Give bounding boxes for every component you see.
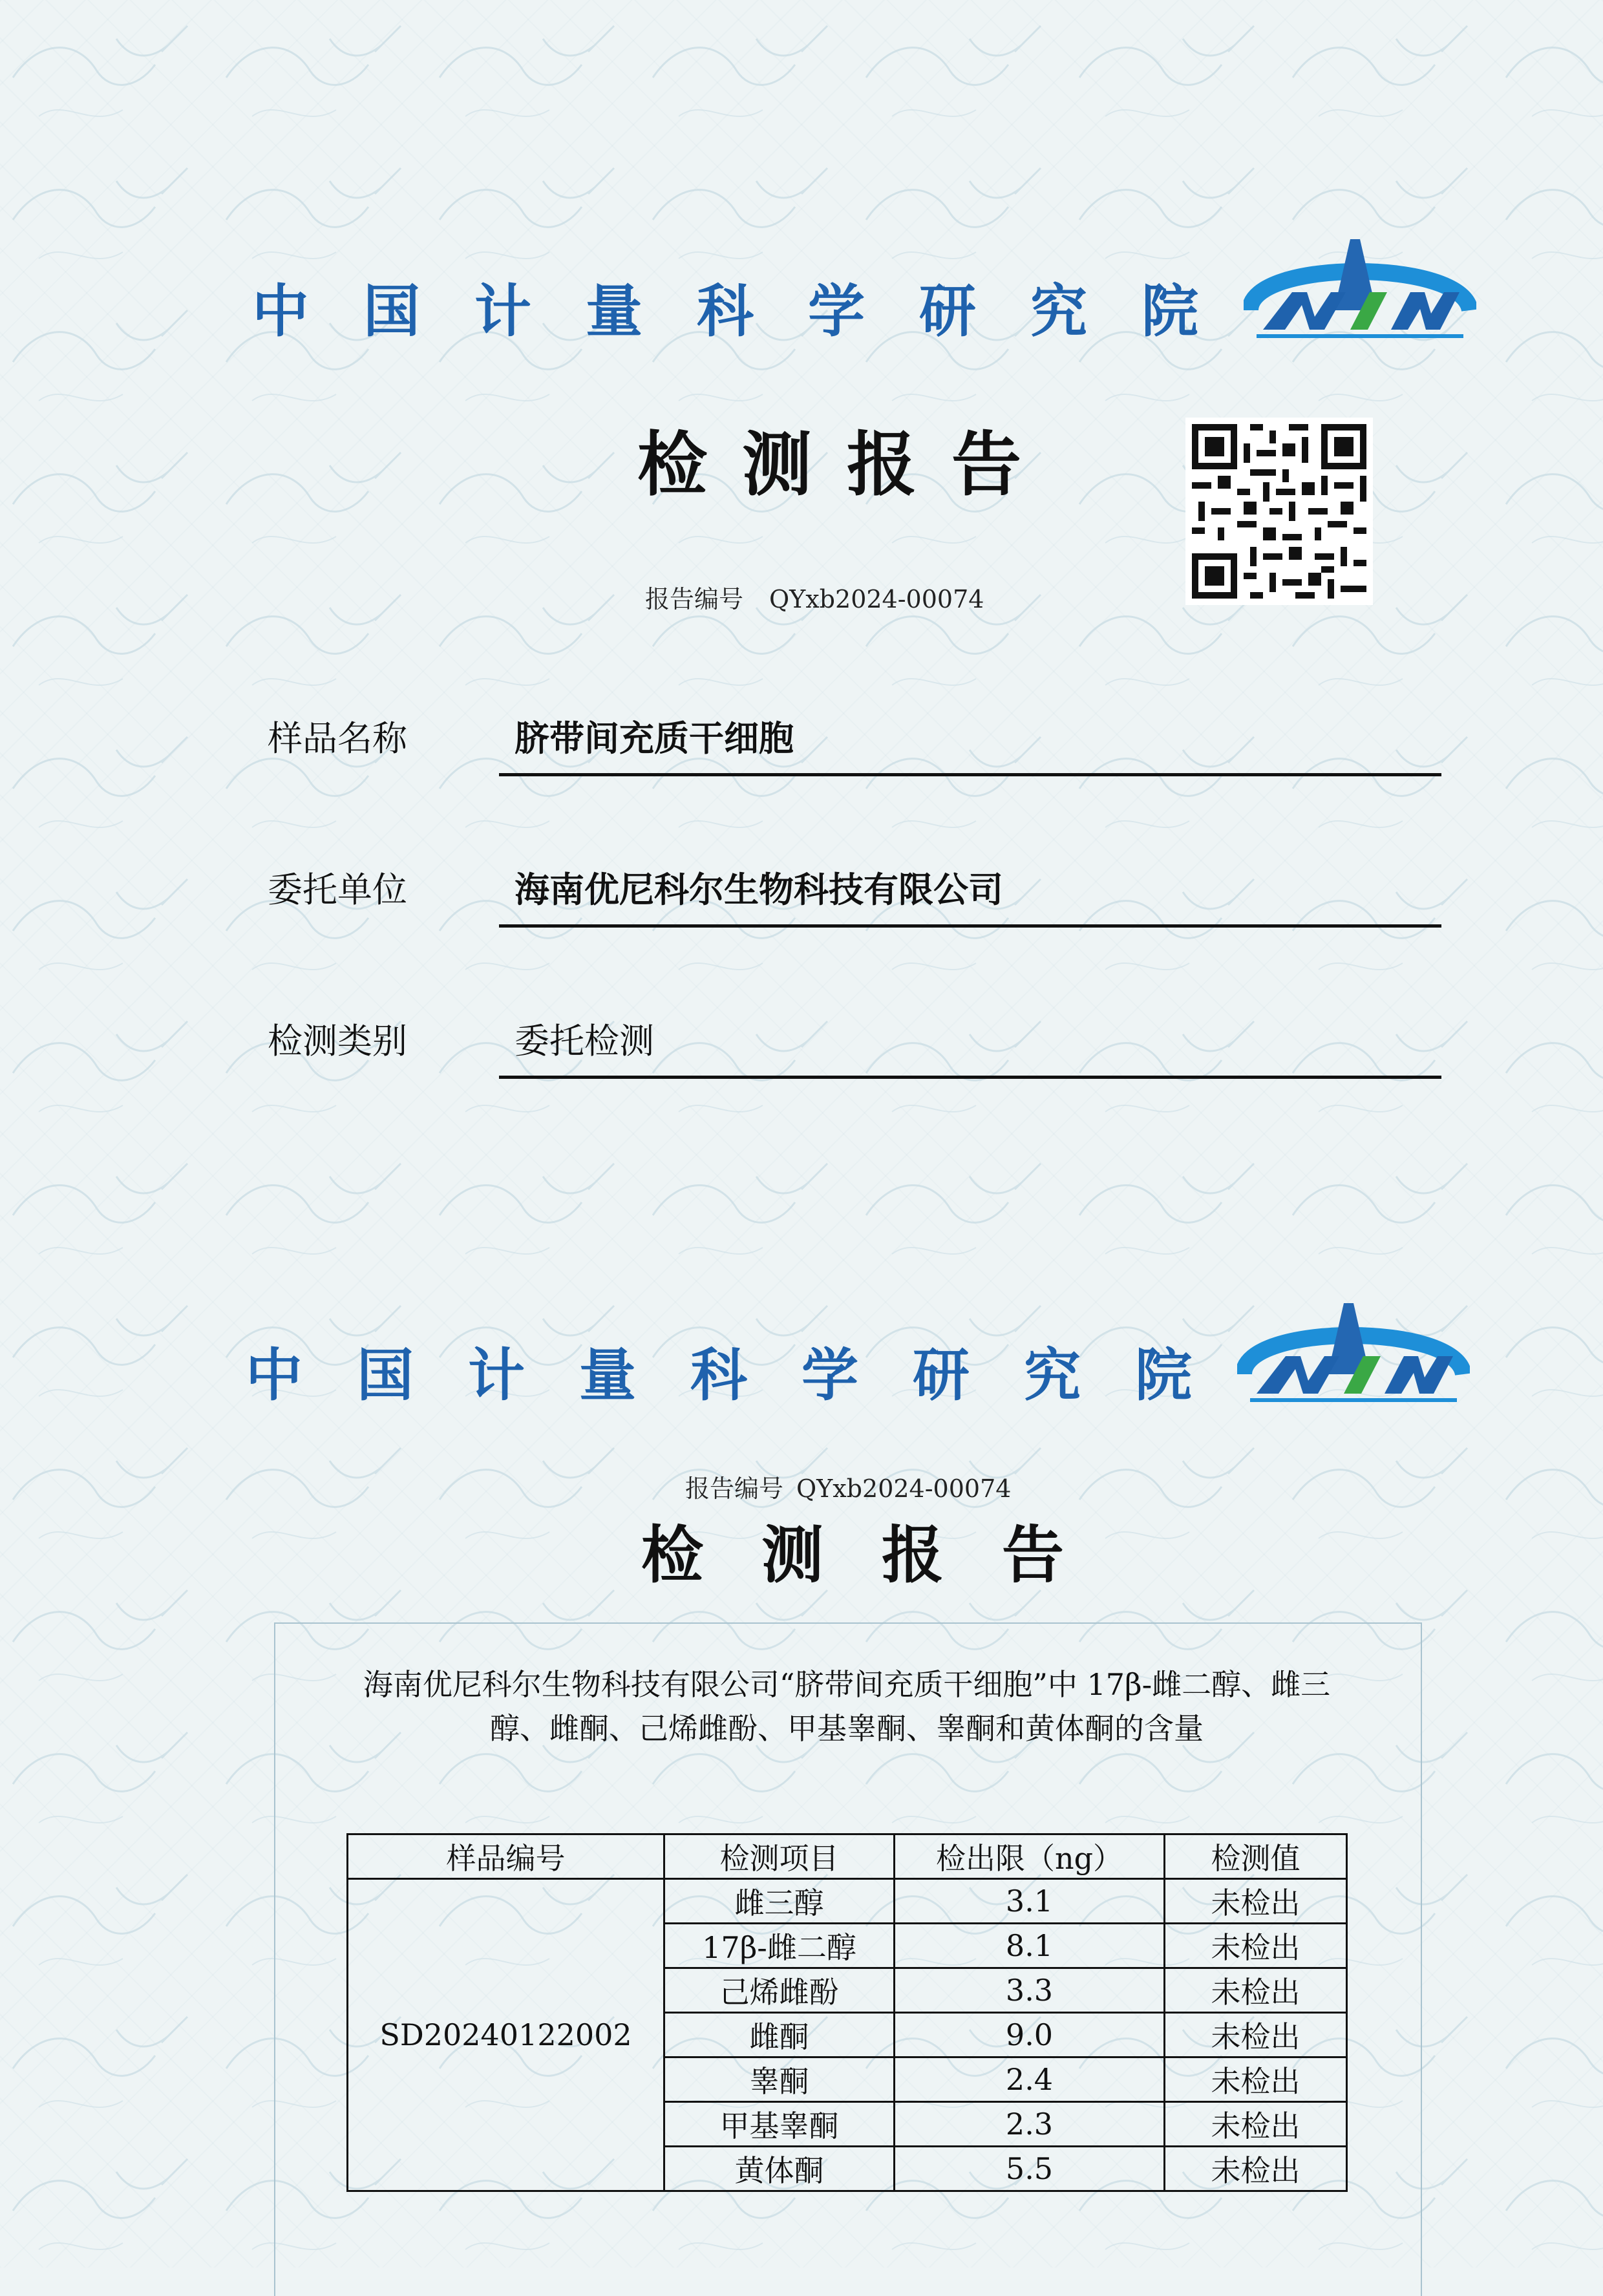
field-value-sample-name: 脐带间充质干细胞 [515, 718, 794, 759]
header-sample-id: 样品编号 [348, 1834, 664, 1879]
test-value-cell: 未检出 [1165, 2147, 1347, 2191]
field-label-sample-name: 样品名称 [268, 718, 407, 759]
test-value-cell: 未检出 [1165, 1968, 1347, 2013]
test-value-cell: 未检出 [1165, 2102, 1347, 2147]
detection-limit-cell: 3.1 [895, 1879, 1165, 1924]
institution-name-results: 中国计量科学研究院 [246, 1341, 1247, 1408]
report-number-value: QYxb2024-00074 [796, 1474, 1012, 1503]
report-number-label: 报告编号 [645, 585, 744, 613]
test-value-cell: 未检出 [1165, 2013, 1347, 2057]
cover-report-number [645, 579, 984, 615]
test-value-cell: 未检出 [1165, 1879, 1347, 1924]
field-underline [499, 924, 1441, 928]
test-item-cell: 雌酮 [664, 2013, 895, 2057]
nim-logo-icon [1244, 233, 1476, 349]
test-item-cell: 17β-雌二醇 [664, 1924, 895, 1968]
description-line: 醇、雌酮、己烯雌酚、甲基睾酮、睾酮和黄体酮的含量 [490, 1711, 1204, 1746]
test-value-cell: 未检出 [1165, 1924, 1347, 1968]
field-value-test-type: 委托检测 [515, 1021, 654, 1061]
field-underline [499, 1076, 1441, 1079]
nim-logo-icon [1237, 1297, 1470, 1413]
field-label-test-type: 检测类别 [268, 1021, 407, 1061]
test-item-cell: 黄体酮 [664, 2147, 895, 2191]
test-item-cell: 己烯雌酚 [664, 1968, 895, 2013]
field-label-client: 委托单位 [268, 869, 407, 910]
test-item-cell: 甲基睾酮 [664, 2102, 895, 2147]
field-underline [499, 773, 1441, 776]
results-report-number [685, 1469, 1011, 1504]
detection-limit-cell: 2.4 [895, 2057, 1165, 2102]
detection-limit-cell: 2.3 [895, 2102, 1165, 2147]
detection-limit-cell: 3.3 [895, 1968, 1165, 2013]
test-item-cell: 睾酮 [664, 2057, 895, 2102]
header-detection-limit: 检出限（ng） [895, 1834, 1165, 1879]
header-test-item: 检测项目 [664, 1834, 895, 1879]
report-number-label: 报告编号 [685, 1474, 784, 1503]
results-table [346, 1833, 1348, 2192]
cover-report-title: 检测报告 [637, 424, 1057, 505]
detection-limit-cell: 5.5 [895, 2147, 1165, 2191]
qr-code-icon [1185, 418, 1373, 605]
description-line: 海南优尼科尔生物科技有限公司“脐带间充质干细胞”中 17β-雌二醇、雌三 [363, 1667, 1331, 1702]
test-item-cell: 雌三醇 [664, 1879, 895, 1924]
results-report-title: 检测报告 [641, 1518, 1122, 1591]
table-header-row [348, 1834, 1347, 1879]
detection-limit-cell: 9.0 [895, 2013, 1165, 2057]
table-row [348, 1879, 1347, 1924]
field-value-client: 海南优尼科尔生物科技有限公司 [515, 869, 1003, 910]
institution-name: 中国计量科学研究院 [252, 277, 1253, 345]
report-number-value: QYxb2024-00074 [769, 585, 984, 613]
results-description [304, 1663, 1390, 1750]
test-value-cell: 未检出 [1165, 2057, 1347, 2102]
header-test-value: 检测值 [1165, 1834, 1347, 1879]
detection-limit-cell: 8.1 [895, 1924, 1165, 1968]
sample-id-cell: SD20240122002 [348, 1879, 664, 2191]
